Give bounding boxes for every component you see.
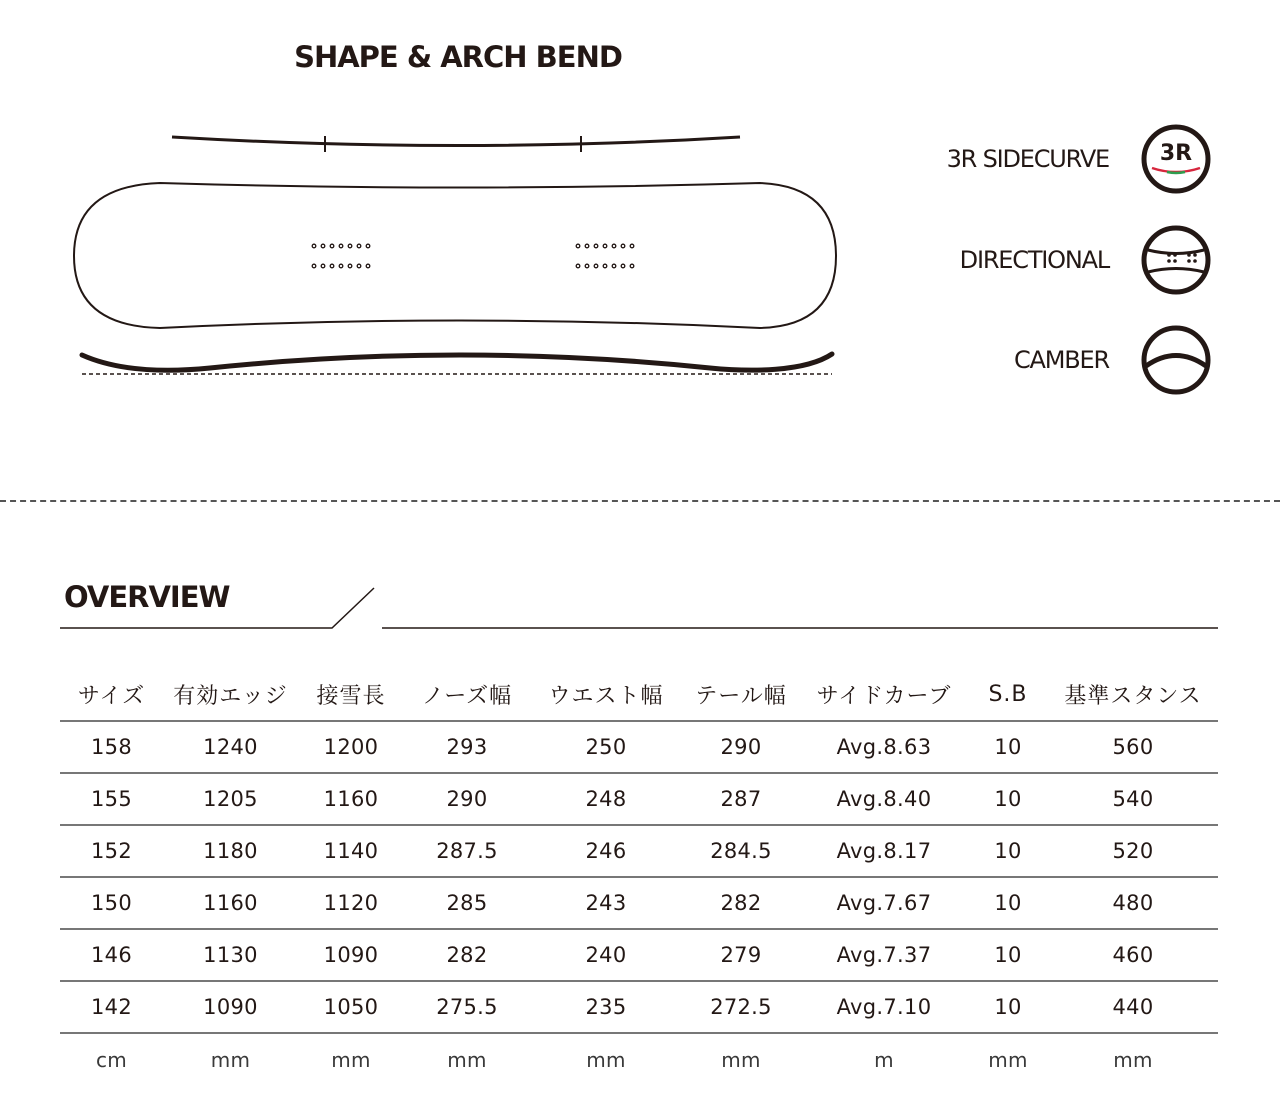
table-row	[60, 721, 1218, 773]
table-cell: 1160	[163, 877, 298, 929]
feature-camber	[880, 323, 1225, 397]
col-header: 有効エッジ	[163, 668, 298, 721]
table-cell: 285	[404, 877, 530, 929]
table-cell: 142	[60, 981, 163, 1033]
table-cell: 460	[1048, 929, 1218, 981]
table-cell: 152	[60, 825, 163, 877]
insert-holes-front	[312, 244, 370, 268]
feature-label-3r-sidecurve: 3R SIDECURVE	[946, 145, 1109, 173]
feature-3r-sidecurve	[880, 122, 1225, 196]
table-row	[60, 773, 1218, 825]
table-cell: 10	[968, 981, 1048, 1033]
col-header: 基準スタンス	[1048, 668, 1218, 721]
unit-cell: mm	[721, 1048, 761, 1072]
feature-directional	[880, 223, 1225, 297]
table-cell: 284.5	[682, 825, 800, 877]
table-cell: 250	[530, 721, 682, 773]
spec-table-header	[60, 668, 1218, 721]
col-header: S.B	[968, 668, 1048, 721]
shape-section-title: SHAPE & ARCH BEND	[294, 40, 622, 74]
table-cell: 290	[682, 721, 800, 773]
table-cell: Avg.7.37	[800, 929, 968, 981]
table-cell: 287.5	[404, 825, 530, 877]
board-profile-top-line	[172, 137, 740, 146]
table-cell: 10	[968, 773, 1048, 825]
table-cell: 540	[1048, 773, 1218, 825]
col-header: テール幅	[682, 668, 800, 721]
table-cell: 1160	[298, 773, 404, 825]
3r-icon-text: 3R	[1159, 141, 1193, 166]
directional-icon	[1139, 223, 1213, 297]
table-row	[60, 877, 1218, 929]
table-cell: Avg.8.63	[800, 721, 968, 773]
table-cell: 10	[968, 929, 1048, 981]
table-cell: 235	[530, 981, 682, 1033]
table-cell: 282	[682, 877, 800, 929]
camber-profile	[82, 354, 832, 370]
table-cell: 275.5	[404, 981, 530, 1033]
col-header: 接雪長	[298, 668, 404, 721]
table-cell: 520	[1048, 825, 1218, 877]
unit-cell: mm	[988, 1048, 1028, 1072]
table-cell: 1130	[163, 929, 298, 981]
camber-icon	[1139, 323, 1213, 397]
spec-table	[60, 668, 1218, 1086]
table-cell: 1200	[298, 721, 404, 773]
table-cell: 248	[530, 773, 682, 825]
table-cell: 10	[968, 877, 1048, 929]
board-outline	[74, 183, 836, 328]
table-cell: 1205	[163, 773, 298, 825]
table-cell: 146	[60, 929, 163, 981]
table-cell: 282	[404, 929, 530, 981]
col-header: サイドカーブ	[800, 668, 968, 721]
table-cell: 290	[404, 773, 530, 825]
table-cell: 1090	[298, 929, 404, 981]
unit-cell: mm	[1113, 1048, 1153, 1072]
table-cell: 1240	[163, 721, 298, 773]
unit-cell: mm	[586, 1048, 626, 1072]
table-cell: Avg.7.67	[800, 877, 968, 929]
table-cell: 480	[1048, 877, 1218, 929]
table-cell: Avg.7.10	[800, 981, 968, 1033]
table-cell: 1120	[298, 877, 404, 929]
table-cell: 246	[530, 825, 682, 877]
table-cell: 155	[60, 773, 163, 825]
table-cell: 287	[682, 773, 800, 825]
table-cell: 10	[968, 721, 1048, 773]
table-cell: Avg.8.40	[800, 773, 968, 825]
unit-cell: mm	[447, 1048, 487, 1072]
table-cell: 243	[530, 877, 682, 929]
table-cell: 279	[682, 929, 800, 981]
unit-cell: mm	[331, 1048, 371, 1072]
table-row	[60, 825, 1218, 877]
insert-holes-rear	[576, 244, 634, 268]
units-row	[60, 1033, 1218, 1086]
table-cell: 240	[530, 929, 682, 981]
table-cell: 10	[968, 825, 1048, 877]
col-header: サイズ	[60, 668, 163, 721]
overview-title: OVERVIEW	[64, 580, 230, 614]
section-divider	[0, 500, 1280, 502]
table-cell: 150	[60, 877, 163, 929]
feature-label-directional: DIRECTIONAL	[959, 246, 1109, 274]
table-cell: 293	[404, 721, 530, 773]
overview-title-rule	[60, 584, 1220, 632]
table-cell: 1140	[298, 825, 404, 877]
3r-sidecurve-icon	[1139, 122, 1213, 196]
table-cell: 158	[60, 721, 163, 773]
board-shape-illustration	[60, 120, 850, 390]
table-cell: 1050	[298, 981, 404, 1033]
table-cell: 1090	[163, 981, 298, 1033]
col-header: ノーズ幅	[404, 668, 530, 721]
unit-cell: m	[874, 1048, 894, 1072]
unit-cell: cm	[95, 1048, 128, 1072]
table-cell: 440	[1048, 981, 1218, 1033]
table-cell: 1180	[163, 825, 298, 877]
feature-label-camber: CAMBER	[1014, 346, 1109, 374]
table-row	[60, 981, 1218, 1033]
table-row	[60, 929, 1218, 981]
unit-cell: mm	[210, 1048, 251, 1072]
table-cell: 560	[1048, 721, 1218, 773]
table-cell: Avg.8.17	[800, 825, 968, 877]
table-cell: 272.5	[682, 981, 800, 1033]
col-header: ウエスト幅	[530, 668, 682, 721]
